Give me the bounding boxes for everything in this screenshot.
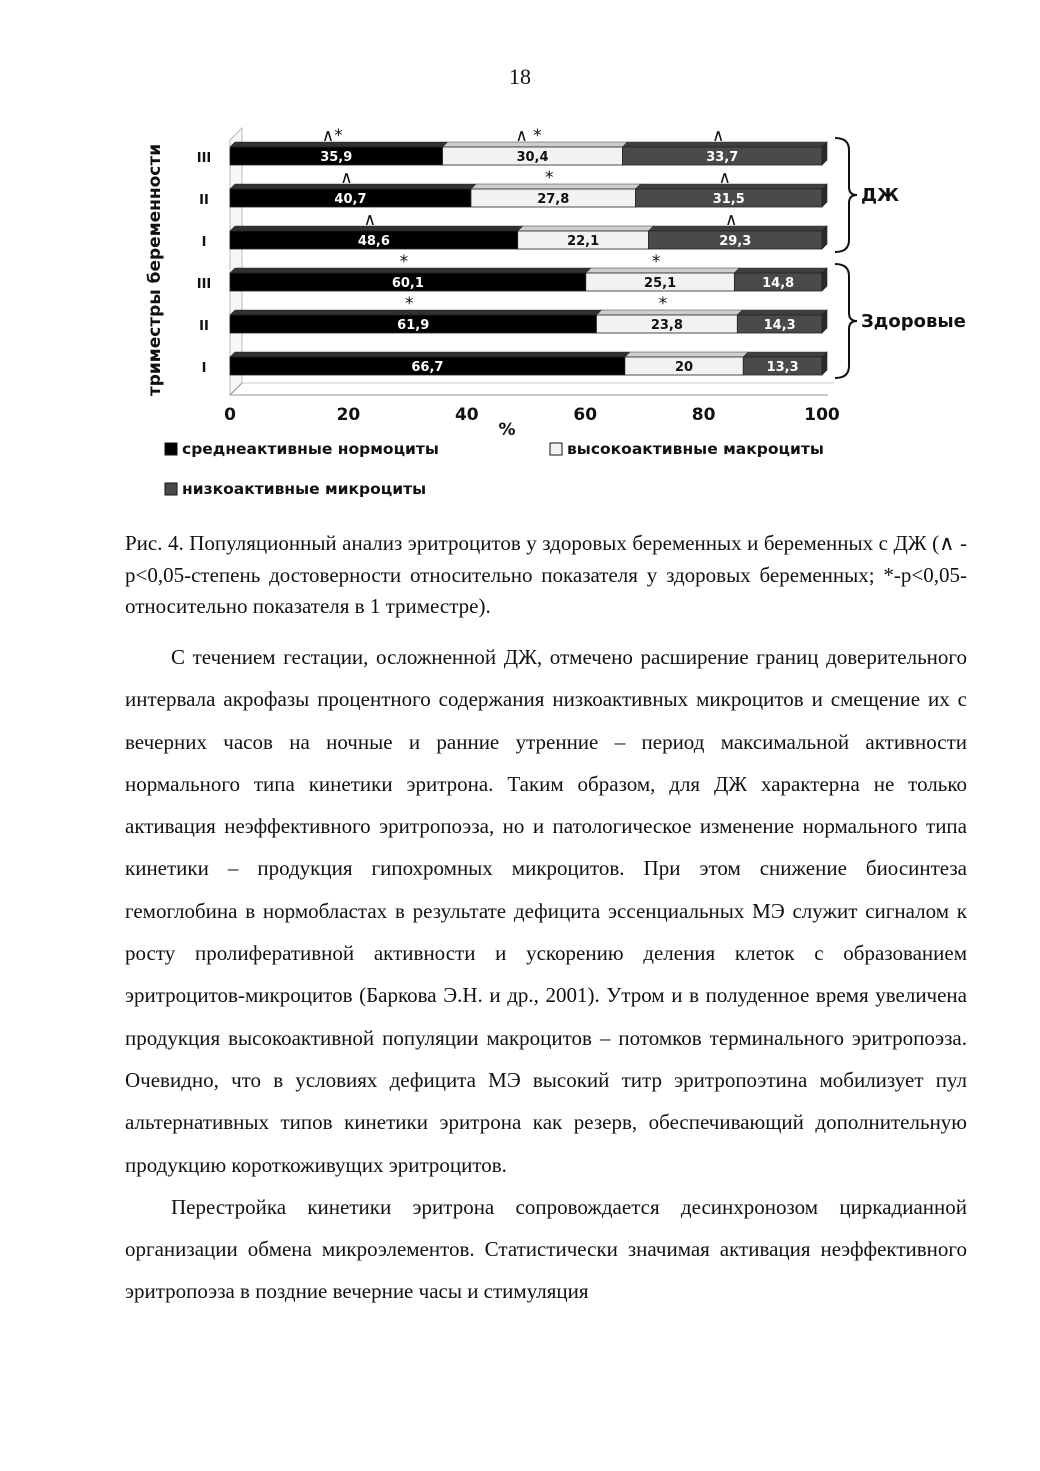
significance-marker: ∧ — [340, 168, 353, 188]
chart-group-brackets — [835, 138, 966, 378]
bar-value-label: 13,3 — [766, 360, 799, 375]
page-number: 18 — [509, 64, 531, 89]
bar-top-face — [518, 226, 654, 231]
legend-label: высокоактивные макроциты — [567, 440, 824, 458]
legend-swatch — [165, 483, 177, 495]
bar-top-face — [734, 268, 827, 273]
y-tick-label: III — [196, 277, 212, 292]
bar-top-face — [230, 310, 601, 315]
bar-top-face — [230, 184, 476, 189]
bar-value-label: 30,4 — [516, 150, 549, 165]
paragraph: Перестройка кинетики эритрона сопровождается десинхронозом циркадианной организации обмена микроэлементов. Статистически значимая активация неэффективного эритропоэза в поздние вечерние часы и стимуляция — [125, 1194, 967, 1304]
legend-swatch — [550, 443, 562, 455]
bar-top-face — [230, 352, 630, 357]
bar-value-label: 25,1 — [644, 276, 677, 291]
bar-value-label: 20 — [675, 360, 694, 375]
bar-value-label: 33,7 — [706, 150, 739, 165]
bar-top-face — [743, 352, 827, 357]
bar-value-label: 61,9 — [397, 318, 430, 333]
x-tick-label: 80 — [691, 405, 716, 425]
bar-value-label: 27,8 — [537, 192, 570, 207]
bar-value-label: 60,1 — [391, 276, 424, 291]
bar-top-face — [596, 310, 742, 315]
significance-marker: * — [651, 252, 661, 272]
group-bracket — [835, 138, 857, 252]
y-axis-label: триместры беременности — [145, 143, 165, 397]
bar-value-label: 29,3 — [719, 234, 752, 249]
bar-value-label: 48,6 — [357, 234, 390, 249]
bar-top-face — [230, 226, 523, 231]
significance-marker: * — [399, 252, 409, 272]
chart-bars — [230, 126, 827, 375]
x-tick-label: 100 — [804, 405, 840, 425]
bar-value-label: 31,5 — [712, 192, 745, 207]
significance-marker: * — [544, 168, 554, 188]
stacked-bar-chart — [130, 110, 990, 510]
bar-value-label: 40,7 — [334, 192, 367, 207]
legend-swatch — [165, 443, 177, 455]
significance-marker: * — [658, 294, 668, 314]
significance-marker: ∧ — [725, 210, 738, 230]
x-tick-label: 0 — [224, 405, 236, 425]
legend-label: среднеактивные нормоциты — [182, 440, 439, 458]
bar-value-label: 14,8 — [762, 276, 795, 291]
significance-marker: ∧ — [363, 210, 377, 230]
bar-top-face — [230, 268, 591, 273]
bar-top-face — [649, 226, 827, 231]
significance-marker: * — [404, 294, 414, 314]
x-tick-label: 60 — [573, 405, 598, 425]
group-label: ДЖ — [861, 185, 900, 206]
x-tick-label: 40 — [454, 405, 479, 425]
significance-marker: ∧ * — [515, 126, 542, 146]
y-tick-label: I — [201, 235, 207, 250]
y-tick-label: III — [196, 151, 212, 166]
bar-value-label: 22,1 — [567, 234, 600, 249]
bar-top-face — [625, 352, 748, 357]
chart-legend — [165, 440, 824, 498]
y-tick-label: II — [199, 319, 209, 334]
y-tick-label: II — [199, 193, 209, 208]
x-tick-label: 20 — [336, 405, 361, 425]
significance-marker: ∧ — [712, 126, 725, 146]
x-axis-label: % — [498, 420, 516, 440]
bar-value-label: 14,3 — [763, 318, 796, 333]
bar-value-label: 23,8 — [650, 318, 683, 333]
bar-top-face — [471, 184, 641, 189]
body-text — [125, 636, 967, 1313]
bar-top-face — [636, 184, 827, 189]
group-label: Здоровые — [861, 311, 966, 332]
bar-top-face — [586, 268, 740, 273]
significance-marker: ∧ — [718, 168, 731, 188]
bar-top-face — [737, 310, 827, 315]
bar-value-label: 66,7 — [411, 360, 444, 375]
significance-marker: ∧* — [321, 126, 343, 146]
y-tick-label: I — [201, 361, 207, 376]
figure-caption: Рис. 4. Популяционный анализ эритроцитов у здоровых беременных и беременных с ДЖ (∧ -p<0,05-степень достоверности относительно показателя у здоровых беременных; *-p<0,05-относительно показателя в 1 триместре). — [125, 531, 967, 618]
bar-top-face — [622, 142, 827, 147]
legend-label: низкоактивные микроциты — [182, 480, 427, 498]
group-bracket — [835, 264, 857, 378]
paragraph: С течением гестации, осложненной ДЖ, отмечено расширение границ доверительного интервала акрофазы процентного содержания низкоактивных микроцитов и смещение их с вечерних часов на ночные и ранние утренние – период максимальной активности нормального типа кинетики эритрона. Таким образом, для ДЖ характерна не только активация неэффективного эритропоэза, но и патологическое изменение нормального типа кинетики – продукция гипохромных микроцитов. При этом снижение биосинтеза гемоглобина в нормобластах в результате дефицита эссенциальных МЭ служит сигналом к росту пролиферативной активности и ускорению деления клеток с образованием эритроцитов-микроцитов (Баркова Э.Н. и др., 2001). Утром и в полуденное время увеличена продукция высокоактивной популяции макроцитов – потомков терминального эритропоэза. Очевидно, что в условиях дефицита МЭ высокий титр эритропоэтина мобилизует пул альтернативных типов кинетики эритрона как резерв, обеспечивающий дополнительную продукцию короткоживущих эритроцитов. — [125, 645, 967, 1177]
bar-value-label: 35,9 — [320, 150, 353, 165]
